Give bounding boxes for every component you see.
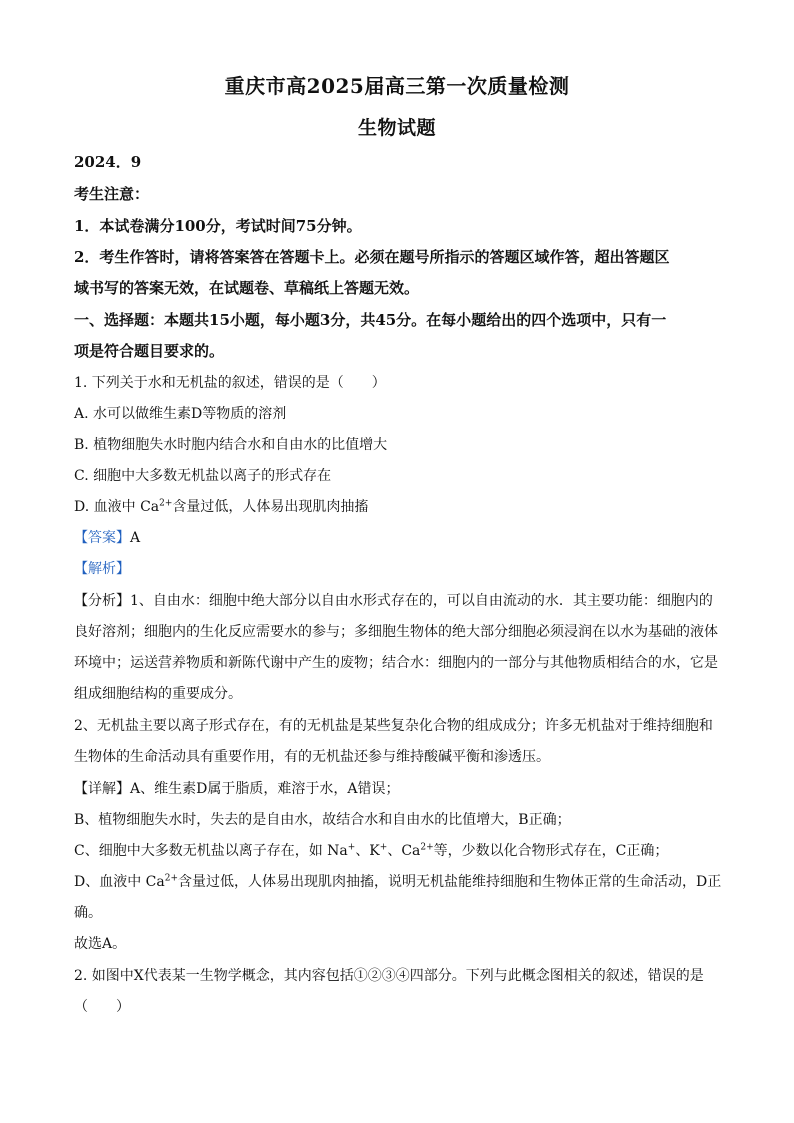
option-d-text: 含量过低，人体易出现肌肉抽搐 [172, 499, 369, 515]
detail-text: 含量过低，人体易出现肌肉抽搐，说明无机盐能维持细胞和生物体正常的生命活动，D正 [178, 874, 722, 890]
fenxi-tag: 【分析】 [74, 593, 130, 609]
question-1-option-a: A. 水可以做维生素D等物质的溶剂 [74, 406, 287, 422]
superscript: 2+ [164, 873, 179, 884]
analysis-line-5: 2、无机盐主要以离子形式存在，有的无机盐是某些复杂化合物的组成成分；许多无机盐对于维持细胞和 [74, 718, 713, 734]
section-heading-line-1: 一、选择题：本题共15小题，每小题3分，共45分。在每小题给出的四个选项中，只有一 [74, 311, 667, 329]
exam-date: 2024．9 [74, 153, 142, 171]
detail-line-a [74, 778, 720, 798]
question-1-stem: 1. 下列关于水和无机盐的叙述，错误的是（ ） [74, 375, 386, 391]
question-1-option-c: C. 细胞中大多数无机盐以离子的形式存在 [74, 468, 332, 484]
analysis-text: 1、自由水：细胞中绝大部分以自由水形式存在的，可以自由流动的水．其主要功能：细胞内的 [130, 593, 713, 609]
question-1-option-b: B. 植物细胞失水时胞内结合水和自由水的比值增大 [74, 437, 388, 453]
analysis-line-6: 生物体的生命活动具有重要作用，有的无机盐还参与维持酸碱平衡和渗透压。 [74, 749, 550, 765]
detail-text: A、维生素D属于脂质，难溶于水，A错误； [130, 781, 400, 797]
superscript: 2+ [159, 498, 173, 509]
question-1-option-d [74, 496, 720, 516]
exam-title: 重庆市高2025届高三第一次质量检测 [224, 74, 570, 98]
analysis-line-4: 组成细胞结构的重要成分。 [74, 686, 242, 702]
analysis-line-2: 良好溶剂；细胞内的生化反应需要水的参与；多细胞生物体的绝大部分细胞必须浸润在以水为基础的液体 [74, 624, 718, 640]
notice-item-2-line-1: 2．考生作答时，请将答案答在答题卡上。必须在题号所指示的答题区域作答，超出答题区 [74, 248, 670, 266]
notice-item-2-line-2: 域书写的答案无效，在试题卷、草稿纸上答题无效。 [74, 279, 420, 297]
analysis-line-1 [74, 590, 720, 610]
question-2-stem-line-2: （ ） [74, 999, 130, 1015]
notice-item-1: 1．本试卷满分100分，考试时间75分钟。 [74, 217, 362, 235]
superscript: 2+ [420, 842, 434, 853]
detail-line-c [74, 840, 720, 860]
answer-value: A [130, 530, 141, 546]
superscript: + [347, 842, 356, 853]
xiangjie-tag: 【详解】 [74, 781, 130, 797]
superscript: + [379, 842, 388, 853]
detail-text: 、K [355, 843, 380, 859]
section-heading-line-2: 项是符合题目要求的。 [74, 342, 225, 360]
detail-text: 、Ca [387, 843, 421, 859]
detail-line-b: B、植物细胞失水时，失去的是自由水，故结合水和自由水的比值增大，B正确； [74, 812, 571, 828]
question-2-stem-line-1: 2. 如图中X代表某一生物学概念，其内容包括①②③④四部分。下列与此概念图相关的叙述，错误的是 [74, 968, 704, 984]
analysis-tag-text: 【解析】 [74, 561, 130, 577]
answer-tag: 【答案】 [74, 530, 130, 546]
conclusion: 故选A。 [74, 936, 127, 952]
notice-heading: 考生注意： [74, 185, 150, 203]
exam-subtitle: 生物试题 [357, 117, 436, 139]
option-d-text: D. 血液中 Ca [74, 499, 160, 515]
detail-text: D、血液中 Ca [74, 874, 165, 890]
detail-line-d-cont: 确。 [74, 905, 102, 921]
detail-line-d [74, 871, 720, 891]
answer-line [74, 527, 720, 547]
detail-text: 等，少数以化合物形式存在，C正确； [433, 843, 669, 859]
detail-text: C、细胞中大多数无机盐以离子存在，如 Na [74, 843, 348, 859]
analysis-line-3: 环境中；运送营养物质和新陈代谢中产生的废物；结合水：细胞内的一部分与其他物质相结合的水，它是 [74, 655, 718, 671]
analysis-tag [74, 558, 720, 578]
